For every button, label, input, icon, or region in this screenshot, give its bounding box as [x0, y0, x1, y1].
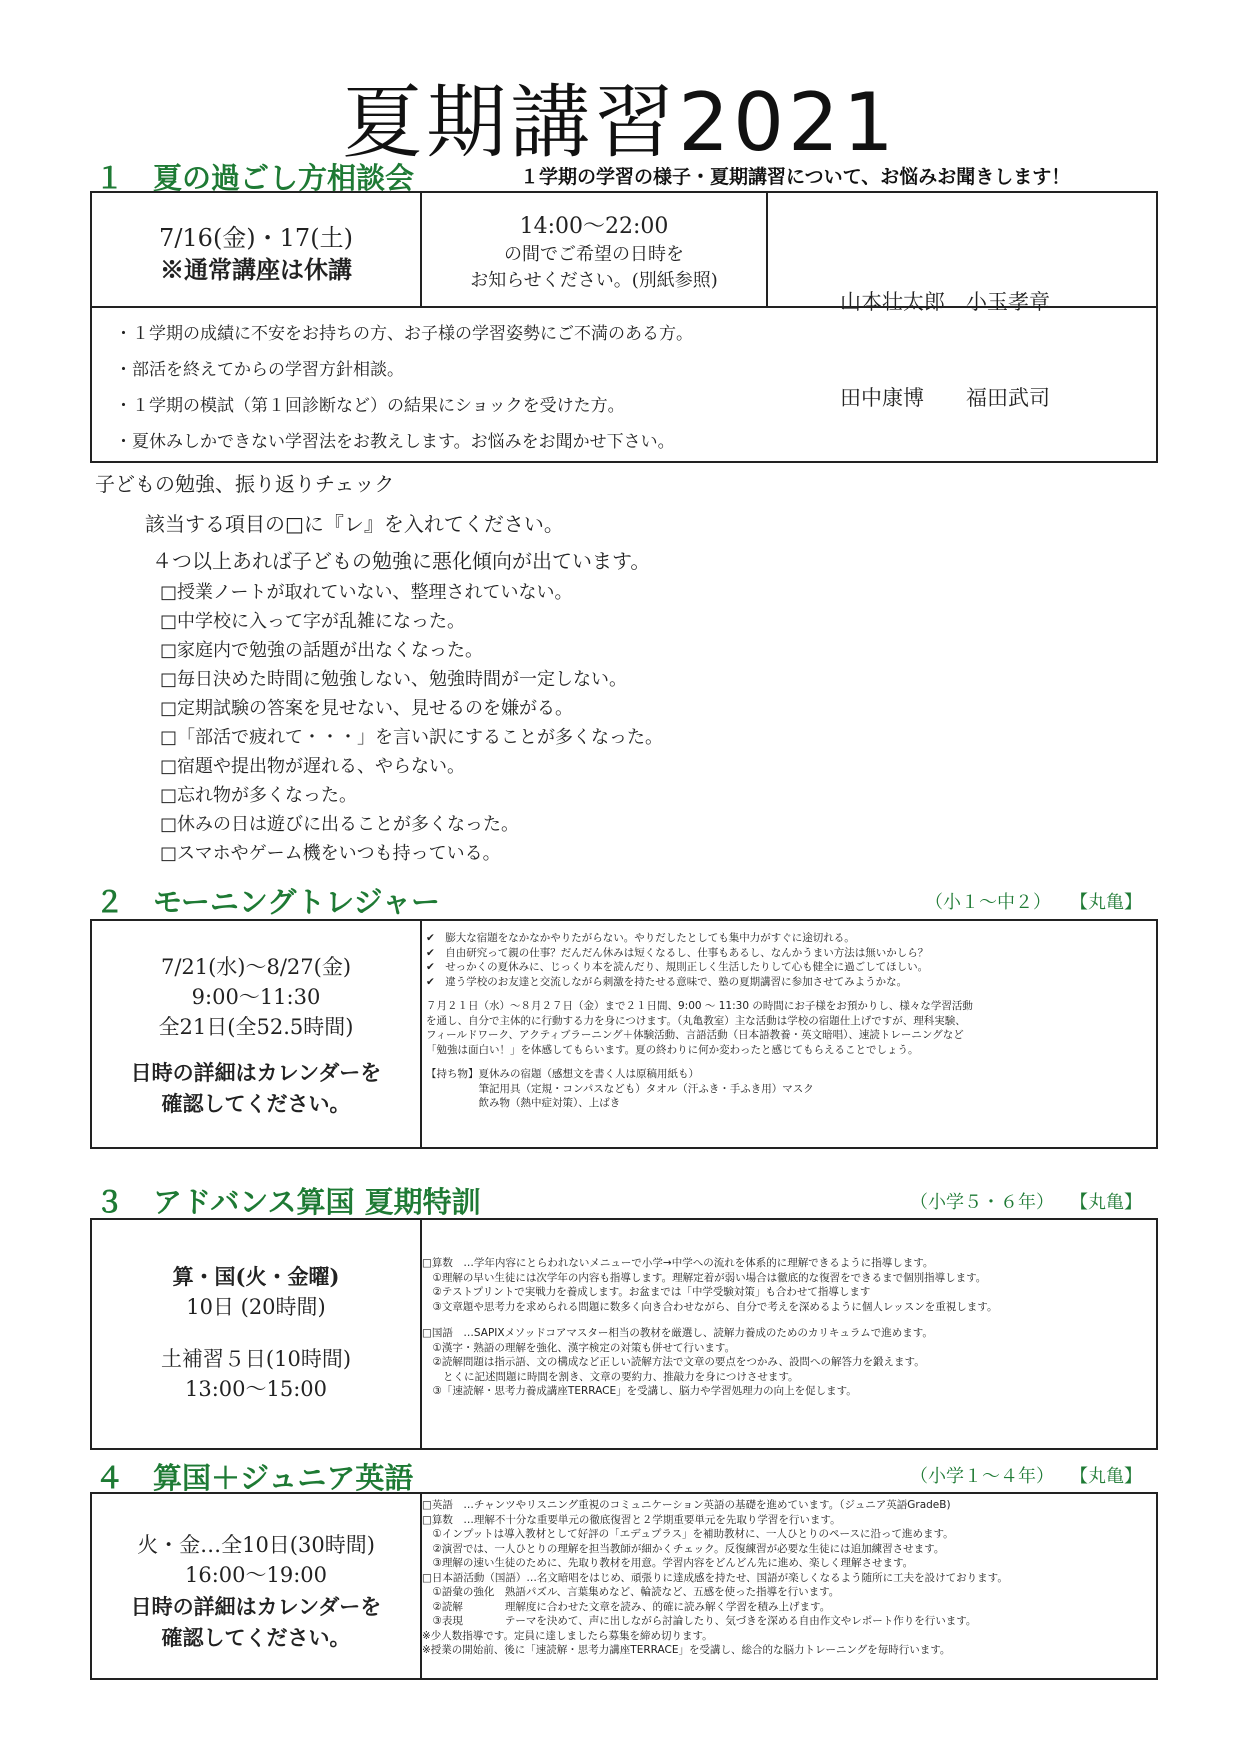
- section-4-schedule: [92, 1530, 420, 1590]
- checklist-item: □宿題や提出物が遅れる、やらない。: [160, 756, 466, 777]
- detail-line: ※少人数指導です。定員に達しましたら募集を締め切ります。: [422, 1629, 713, 1642]
- checklist-item: □スマホやゲーム機をいつも持っている。: [160, 843, 501, 864]
- calendar-note-line: 日時の詳細はカレンダーを: [130, 1595, 382, 1619]
- schedule-line: 10日 (20時間): [186, 1295, 326, 1319]
- detail-line: 飲み物（熱中症対策）、上ばき: [426, 1097, 621, 1109]
- check-intro: 該当する項目の□に『レ』を入れてください。: [145, 512, 564, 536]
- detail-line: 筆記用具（定規・コンパスなども）タオル（汗ふき・手ふき用）マスク: [426, 1082, 814, 1095]
- divider: [766, 191, 768, 306]
- time-note: お知らせください。(別紙参照): [470, 270, 718, 291]
- detail-line: ※授業の開始前、後に「速読解・思考力講座TERRACE」を受講し、総合的な脳力トレーニングを毎時行います。: [422, 1644, 951, 1656]
- checklist-item: □毎日決めた時間に勉強しない、勉強時間が一定しない。: [160, 669, 628, 690]
- date-line: 7/16(金)・17(土): [159, 224, 353, 252]
- detail-line: □算数 …理解不十分な重要単元の徹底復習と２学期重要単元を先取り学習を行います。: [422, 1513, 841, 1526]
- detail-line: ②読解 理解度に合わせた文章を読み、的確に読み解く学習を積み上げます。: [422, 1600, 831, 1613]
- detail-line: ①理解の早い生徒には次学年の内容も指導します。理解定着が弱い場合は徹底的な復習をできるまで個別指導します。: [422, 1271, 987, 1284]
- bullet-item: ・１学期の成績に不安をお持ちの方、お子様の学習姿勢にご不満のある方。: [115, 324, 693, 344]
- checklist-item: □中学校に入って字が乱雑になった。: [160, 611, 466, 632]
- staff-line: 田中康博 福田武司: [840, 386, 1050, 410]
- check-heading: 子どもの勉強、振り返りチェック: [95, 472, 395, 496]
- calendar-note-line: 日時の詳細はカレンダーを: [130, 1061, 382, 1085]
- detail-line: ③表現 テーマを決めて、声に出しながら討論したり、気づきを深める自由作文やレポート作りを行います。: [422, 1615, 977, 1627]
- schedule-line: 16:00〜19:00: [184, 1563, 328, 1587]
- detail-line: ✔ せっかくの夏休みに、じっくり本を読んだり、規則正しく生活したりして心も健全に過ごしてほしい。: [426, 961, 929, 973]
- detail-line: とくに記述問題に時間を割き、文章の要約力、推敲力を身につけさせます。: [422, 1370, 799, 1383]
- detail-line: ７月２１日（水）〜８月２７日（金）まで２１日間、9:00 〜 11:30 の時間にお子様をお預かりし、様々な学習活動: [426, 1000, 973, 1012]
- detail-line: 「勉強は面白い！」を体感してもらいます。夏の終わりに何か変わったと感じてもらえることでしょう。: [426, 1043, 919, 1056]
- schedule-line: 13:00〜15:00: [184, 1377, 328, 1401]
- section-1-bullets: [115, 316, 693, 460]
- detail-line: ③理解の速い生徒のために、先取り教材を用意。学習内容をどんどん先に進め、楽しく理解させます。: [422, 1557, 914, 1569]
- section-4-details: [422, 1498, 1008, 1658]
- time-note: の間でご希望の日時を: [504, 244, 684, 265]
- detail-line: ②読解問題は指示語、文の構成など正しい読解方法で文章の要点をつかみ、設問への解答力を鍛えます。: [422, 1356, 925, 1368]
- detail-line: ①インプットは導入教材として好評の「エデュプラス」を補助教材に、一人ひとりのペースに沿って進めます。: [422, 1528, 954, 1540]
- bullet-item: ・１学期の模試（第１回診断など）の結果にショックを受けた方。: [115, 396, 625, 416]
- detail-spacer: [426, 989, 973, 999]
- schedule-line: 算・国(火・金曜): [172, 1264, 340, 1289]
- detail-line: ②演習では、一人ひとりの理解を担当教師が細かくチェック。反復練習が必要な生徒には追加練習させます。: [422, 1542, 945, 1555]
- detail-line: ③「速読解・思考力養成講座TERRACE」を受講し、脳力や学習処理力の向上を促します。: [422, 1385, 857, 1397]
- section-2-place: 【丸亀】: [1070, 892, 1142, 913]
- page-title: 夏期講習2021: [342, 76, 898, 169]
- schedule-line: 火・金…全10日(30時間): [137, 1533, 375, 1557]
- detail-line: 【持ち物】夏休みの宿題（感想文を書く人は原稿用紙も）: [426, 1068, 699, 1080]
- detail-line: □算数 …学年内容にとらわれないメニューで小学→中学への流れを体系的に理解できるように指導します。: [422, 1257, 934, 1269]
- schedule-line: 9:00〜11:30: [191, 985, 321, 1009]
- checklist-item: □忘れ物が多くなった。: [160, 785, 358, 806]
- detail-line: を通し、自分で主体的に行動する力を身につけます。（丸亀教室）主な活動は学校の宿題仕上げですが、理科実験、: [426, 1014, 966, 1027]
- calendar-note-line: 確認してください。: [161, 1092, 351, 1116]
- section-4-calendar-note: [92, 1592, 420, 1654]
- schedule-spacer: [92, 1322, 420, 1344]
- section-1-dates: [92, 222, 420, 286]
- detail-line: フィールドワーク、アクティブラーニング＋体験活動、言語活動（日本語教養・英文暗唱）、速読トレーニングなど: [426, 1029, 964, 1041]
- section-4-heading: ４ 算国＋ジュニア英語: [95, 1461, 414, 1495]
- checklist-item: □定期試験の答案を見せない、見せるのを嫌がる。: [160, 698, 574, 719]
- divider: [420, 919, 422, 1149]
- section-4-place: 【丸亀】: [1070, 1466, 1142, 1487]
- detail-line: ✔ 膨大な宿題をなかなかやりたがらない。やりだしたとしても集中力がすぐに途切れる。: [426, 932, 855, 944]
- checklist-item: □授業ノートが取れていない、整理されていない。: [160, 582, 573, 603]
- section-3-target: （小学５・６年）: [910, 1192, 1054, 1213]
- section-3-details: [422, 1256, 997, 1399]
- section-3-schedule: [92, 1262, 420, 1404]
- detail-line: ③文章題や思考力を求められる問題に数多く向き合わせながら、自分で考えを深めるように個人レッスンを重視します。: [422, 1300, 998, 1313]
- section-1-note: １学期の学習の様子・夏期講習について、お悩みお聞きします！: [520, 166, 1071, 188]
- section-3-place: 【丸亀】: [1070, 1192, 1142, 1213]
- detail-line: ✔ 自由研究って親の仕事？だんだん休みは短くなるし、仕事もあるし、なんかうまい方法は無いかしら？: [426, 946, 929, 959]
- section-4-target: （小学１〜４年）: [910, 1466, 1054, 1487]
- check-intro: ４つ以上あれば子どもの勉強に悪化傾向が出ています。: [152, 549, 651, 573]
- checklist-item: □「部活で疲れて・・・」を言い訳にすることが多くなった。: [160, 727, 664, 748]
- schedule-line: 7/21(水)〜8/27(金): [160, 955, 352, 979]
- detail-line: □英語 …チャンツやリスニング重視のコミュニケーション英語の基礎を進めています。（ジュニア英語GradeB): [422, 1499, 951, 1511]
- checklist-item: □家庭内で勉強の話題が出なくなった。: [160, 640, 484, 661]
- detail-line: ②テストプリントで実戦力を養成します。お盆までは「中学受験対策」も合わせて指導します: [422, 1286, 871, 1298]
- section-3-heading: ３ アドバンス算国 夏期特訓: [95, 1185, 481, 1219]
- calendar-note-line: 確認してください。: [161, 1626, 351, 1650]
- staff-line: 山本壮太郎 小玉孝章: [840, 290, 1050, 314]
- schedule-line: 全21日(全52.5時間): [158, 1015, 354, 1039]
- checklist-item: □休みの日は遊びに出ることが多くなった。: [160, 814, 520, 835]
- section-1-time: [422, 212, 766, 294]
- schedule-line: 土補習５日(10時間): [160, 1347, 352, 1371]
- section-1-heading: １ 夏の過ごし方相談会: [95, 161, 415, 195]
- section-1-staff: [840, 222, 1050, 446]
- time-range: 14:00〜22:00: [519, 214, 669, 239]
- bullet-item: ・部活を終えてからの学習方針相談。: [115, 360, 404, 380]
- section-2-calendar-note: [92, 1058, 420, 1120]
- section-2-target: （小１〜中２）: [925, 892, 1051, 913]
- detail-line: □国語 …SAPIXメソッドコアマスター相当の教材を厳選し、読解力養成のためのカリキュラムで進めます。: [422, 1327, 933, 1339]
- section-2-schedule: [92, 952, 420, 1042]
- detail-line: □日本語活動（国語）…名文暗唱をはじめ、頑張りに達成感を持たせ、国語が楽しくなるよう随所に工夫を設けております。: [422, 1571, 1008, 1584]
- section-2-heading: ２ モーニングトレジャー: [95, 885, 440, 919]
- detail-spacer: [422, 1314, 997, 1326]
- checklist: [160, 578, 663, 868]
- detail-line: ①漢字・熟語の理解を強化、漢字検定の対策も併せて行います。: [422, 1341, 736, 1354]
- closure-note: ※通常講座は休講: [160, 255, 352, 284]
- detail-line: ✔ 違う学校のお友達と交流しながら刺激を持たせる意味で、塾の夏期講習に参加させてみようかな。: [426, 975, 908, 988]
- section-2-details: [426, 931, 973, 1111]
- detail-spacer: [426, 1057, 973, 1067]
- bullet-item: ・夏休みしかできない学習法をお教えします。お悩みをお聞かせ下さい。: [115, 432, 675, 452]
- detail-line: ①語彙の強化 熟語パズル、言葉集めなど、輪読など、五感を使った指導を行います。: [422, 1586, 840, 1598]
